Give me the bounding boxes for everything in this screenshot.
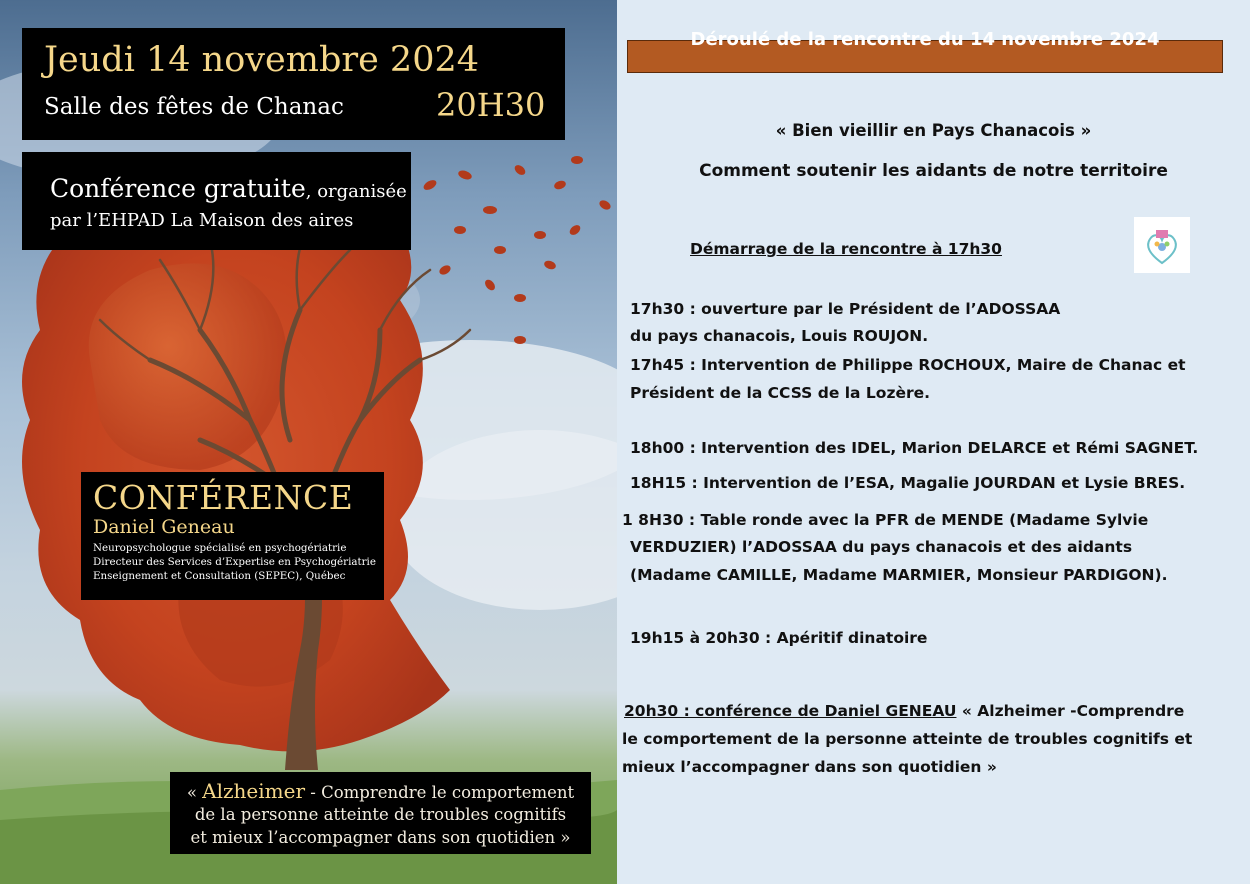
speaker-desc-line: Enseignement et Consultation (SEPEC), Québec (93, 570, 346, 582)
program-line: 17h30 : ouverture par le Président de l’ADOSSAA (630, 300, 1061, 318)
program-line: 18h00 : Intervention des IDEL, Marion DELARCE et Rémi SAGNET. (630, 439, 1199, 457)
program-line: 17h45 : Intervention de Philippe ROCHOUX, Maire de Chanac et (630, 356, 1186, 374)
quote-line-1 (170, 779, 591, 803)
conference-title: CONFÉRENCE (93, 478, 354, 517)
program-line: VERDUZIER) l’ADOSSAA du pays chanacois et des aidants (630, 538, 1133, 556)
program-banner-title: Déroulé de la rencontre du 14 novembre 2024 (690, 29, 1160, 50)
program-final-line: le comportement de la personne atteinte de troubles cognitifs et (622, 730, 1193, 748)
quote-open: « (186, 783, 203, 802)
speaker-name: Daniel Geneau (93, 516, 235, 538)
event-time: 20H30 (436, 86, 546, 124)
speaker-description (93, 541, 376, 583)
heart-logo-icon (1134, 217, 1190, 273)
program-line: Président de la CCSS de la Lozère. (630, 384, 931, 402)
poster-panel (0, 0, 617, 884)
quote-line-2: de la personne atteinte de troubles cognitifs (194, 805, 567, 824)
program-subheading: Comment soutenir les aidants de notre territoire (699, 161, 1168, 181)
event-date: Jeudi 14 novembre 2024 (44, 40, 480, 80)
quote-rest: - Comprendre le comportement (305, 783, 575, 802)
conference-quote-box (170, 772, 591, 854)
final-rest: « Alzheimer -Comprendre (956, 702, 1185, 720)
free-conference-box (22, 152, 411, 250)
program-final-line (624, 702, 1184, 720)
program-heading: « Bien vieillir en Pays Chanacois » (775, 121, 1092, 140)
program-line: 18H15 : Intervention de l’ESA, Magalie JOURDAN et Lysie BRES. (630, 474, 1186, 492)
program-line: (Madame CAMILLE, Madame MARMIER, Monsieur PARDIGON). (630, 566, 1168, 584)
program-line: du pays chanacois, Louis ROUJON. (630, 327, 929, 345)
event-venue: Salle des fêtes de Chanac (44, 94, 344, 120)
date-box (22, 28, 565, 140)
free-rest: , organisée (305, 181, 407, 202)
speaker-box (81, 472, 384, 600)
speaker-desc-line: Directeur des Services d’Expertise en Psychogériatrie (93, 556, 376, 568)
free-line-1 (50, 174, 407, 203)
program-final-line: mieux l’accompagner dans son quotidien » (622, 758, 997, 776)
free-line-2: par l’EHPAD La Maison des aires (50, 210, 354, 231)
quote-highlight: Alzheimer (202, 779, 306, 803)
program-line: 19h15 à 20h30 : Apéritif dinatoire (630, 629, 928, 647)
free-main: Conférence gratuite (50, 174, 306, 203)
final-underlined: 20h30 : conférence de Daniel GENEAU (624, 702, 957, 720)
program-line: 1 8H30 : Table ronde avec la PFR de MENDE (Madame Sylvie (622, 511, 1149, 529)
start-time: Démarrage de la rencontre à 17h30 (690, 240, 1002, 258)
speaker-desc-line: Neuropsychologue spécialisé en psychogériatrie (93, 542, 347, 554)
quote-line-3: et mieux l’accompagner dans son quotidien » (190, 828, 571, 847)
